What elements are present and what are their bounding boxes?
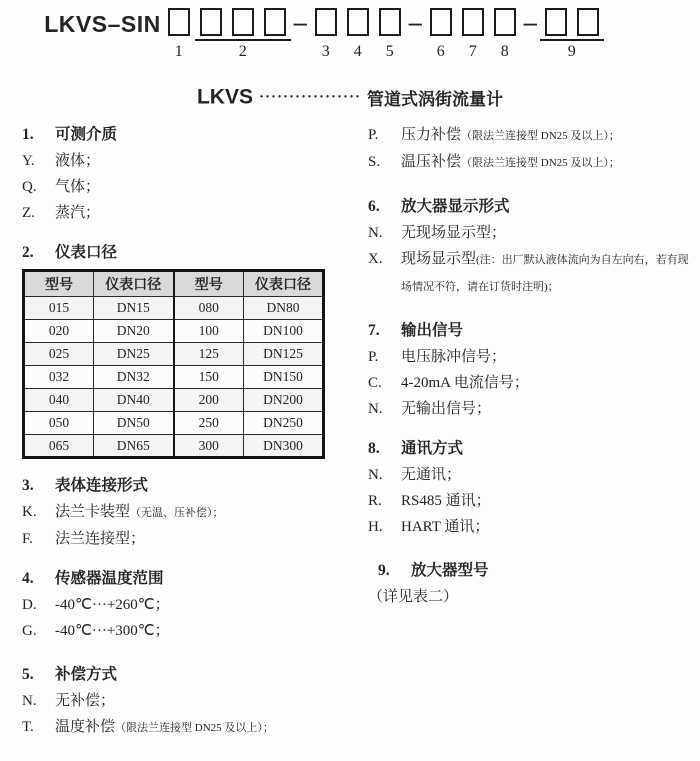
option-item	[22, 499, 348, 526]
option-item	[368, 122, 698, 149]
box-group-numbers	[425, 43, 521, 61]
section	[22, 240, 348, 459]
option-note: （无温、压补偿）；	[130, 507, 224, 519]
option-text	[401, 220, 698, 246]
table-row	[24, 389, 324, 412]
dash-separator: –	[293, 8, 307, 37]
option-code: D.	[22, 597, 37, 613]
product-title-name: 管道式涡街流量计	[367, 90, 504, 109]
box-group-numbers	[163, 43, 195, 61]
section-title: 放大器显示形式	[401, 198, 510, 215]
table-row	[24, 366, 324, 389]
option-label: 法兰卡装型	[55, 504, 131, 520]
box-group	[163, 8, 195, 61]
option-text	[55, 688, 348, 714]
box-group-number: 2	[238, 43, 247, 60]
option-note: (注：出厂默认液体流向为自左向右，若有现场情况不符，请在订货时注明)；	[401, 254, 689, 293]
table-header-cell: 仪表口径	[94, 271, 174, 297]
product-title	[0, 85, 700, 110]
option-text	[401, 122, 698, 149]
option-label: 温压补偿	[401, 154, 462, 170]
option-label: 无补偿；	[55, 693, 116, 709]
section-number: 2.	[22, 244, 34, 261]
option-code: G.	[22, 623, 37, 639]
table-row	[24, 412, 324, 435]
section-title: 通讯方式	[401, 440, 464, 457]
option-label: 无现场显示型；	[401, 225, 507, 241]
option-text	[55, 526, 348, 552]
section	[22, 566, 348, 644]
section-number: 6.	[368, 198, 380, 215]
table-cell: DN80	[244, 297, 324, 320]
code-box	[545, 8, 567, 36]
option-text	[401, 370, 698, 396]
option-code: X.	[368, 251, 383, 267]
section-heading	[22, 473, 348, 499]
option-text	[55, 148, 348, 174]
model-prefix: LKVS–SIN	[44, 11, 161, 37]
table-cell: 065	[24, 435, 94, 458]
code-box	[347, 8, 369, 36]
box-row	[425, 8, 521, 36]
option-text	[55, 200, 348, 226]
option-code: F.	[22, 531, 33, 547]
section-title: 传感器温度范围	[55, 570, 164, 587]
code-box	[577, 8, 599, 36]
section-title: 输出信号	[401, 322, 464, 339]
option-text	[55, 499, 348, 526]
table-cell: DN40	[94, 389, 174, 412]
box-group	[540, 8, 604, 61]
option-code: C.	[368, 375, 382, 391]
content-columns	[0, 110, 700, 741]
box-group-number: 9	[567, 43, 576, 60]
table-cell: 015	[24, 297, 94, 320]
option-label: 蒸汽；	[55, 205, 101, 221]
table-header-cell: 型号	[174, 271, 244, 297]
option-text	[55, 618, 348, 644]
table-cell: 125	[174, 343, 244, 366]
section-heading	[22, 566, 348, 592]
option-text	[401, 344, 698, 370]
section-number: 8.	[368, 440, 380, 457]
section-number: 9.	[378, 562, 390, 579]
dash-separator: –	[408, 8, 422, 37]
section	[22, 473, 348, 552]
option-note: （限法兰连接型 DN25 及以上）；	[461, 157, 620, 169]
box-group	[195, 8, 291, 61]
table-cell: DN25	[94, 343, 174, 366]
option-text	[401, 462, 698, 488]
option-label: RS485 通讯；	[401, 493, 491, 509]
option-code: N.	[368, 467, 383, 483]
option-text	[401, 396, 698, 422]
section-heading	[368, 318, 698, 344]
option-label: 电压脉冲信号；	[401, 349, 507, 365]
table-cell: DN125	[244, 343, 324, 366]
option-code: R.	[368, 493, 382, 509]
box-row	[163, 8, 195, 36]
option-text	[401, 514, 698, 540]
option-code: N.	[22, 693, 37, 709]
box-group	[310, 8, 406, 61]
option-label: 温度补偿	[55, 719, 116, 735]
option-item	[22, 592, 348, 618]
section	[368, 122, 698, 176]
table-cell: DN20	[94, 320, 174, 343]
section-number: 3.	[22, 477, 34, 494]
section-title: 可测介质	[55, 126, 118, 143]
table-header-cell: 仪表口径	[244, 271, 324, 297]
column-left	[22, 122, 348, 741]
section-heading	[368, 194, 698, 220]
box-row	[195, 8, 291, 41]
option-note: （限法兰连接型 DN25 及以上）；	[461, 130, 620, 142]
option-code: T.	[22, 719, 34, 735]
option-item	[368, 370, 698, 396]
option-text	[55, 174, 348, 200]
section-heading	[22, 662, 348, 688]
table-cell: DN200	[244, 389, 324, 412]
section	[22, 662, 348, 741]
option-label: -40℃···+300℃；	[55, 623, 170, 639]
section-number: 5.	[22, 666, 34, 683]
option-code: N.	[368, 225, 383, 241]
table-cell: DN150	[244, 366, 324, 389]
dash-separator: –	[523, 8, 537, 37]
spec-table	[22, 269, 325, 459]
table-cell: 050	[24, 412, 94, 435]
box-group-number: 6	[436, 43, 445, 60]
table-header-cell: 型号	[24, 271, 94, 297]
code-box	[232, 8, 254, 36]
table-row	[24, 320, 324, 343]
box-row	[310, 8, 406, 36]
option-item	[368, 246, 698, 300]
option-item	[22, 174, 348, 200]
section	[368, 194, 698, 300]
code-box	[315, 8, 337, 36]
box-group-number: 4	[353, 43, 362, 60]
product-title-code: LKVS	[196, 85, 253, 109]
option-item	[22, 688, 348, 714]
box-group-numbers	[540, 43, 604, 61]
section-title: 表体连接形式	[55, 477, 149, 494]
column-right	[368, 122, 698, 741]
option-label: HART 通讯；	[401, 519, 490, 535]
option-note-line: （详见表二）	[368, 589, 459, 605]
model-code-row	[0, 8, 674, 61]
title-dots: ·················	[258, 89, 362, 105]
code-box	[200, 8, 222, 36]
code-box	[494, 8, 516, 36]
table-row	[24, 343, 324, 366]
section	[22, 122, 348, 226]
box-group-number: 8	[500, 43, 509, 60]
option-note: （限法兰连接型 DN25 及以上）；	[115, 722, 274, 734]
option-text	[401, 149, 698, 176]
option-label: 压力补偿	[401, 127, 462, 143]
option-item	[368, 514, 698, 540]
box-group-numbers	[310, 43, 406, 61]
section-number: 7.	[368, 322, 380, 339]
table-row	[24, 435, 324, 458]
option-code: Q.	[22, 179, 37, 195]
code-box	[430, 8, 452, 36]
option-label: -40℃···+260℃；	[55, 597, 170, 613]
box-group-number: 1	[174, 43, 183, 60]
table-cell: DN250	[244, 412, 324, 435]
table-cell: 032	[24, 366, 94, 389]
option-text	[55, 592, 348, 618]
box-group	[425, 8, 521, 61]
table-cell: 250	[174, 412, 244, 435]
table-cell: DN300	[244, 435, 324, 458]
option-label: 无输出信号；	[401, 401, 492, 417]
section-heading	[22, 240, 348, 266]
table-cell: 025	[24, 343, 94, 366]
option-item	[22, 618, 348, 644]
box-group-number: 3	[321, 43, 330, 60]
option-code: P.	[368, 349, 379, 365]
section-heading	[368, 558, 698, 584]
option-label: 液体；	[55, 153, 101, 169]
option-label: 4-20mA 电流信号；	[401, 375, 529, 391]
option-item	[368, 149, 698, 176]
option-item	[368, 344, 698, 370]
section	[368, 318, 698, 422]
section-heading	[22, 122, 348, 148]
option-item	[22, 526, 348, 552]
option-item	[22, 148, 348, 174]
code-box	[379, 8, 401, 36]
option-code: K.	[22, 504, 37, 520]
section-heading	[368, 436, 698, 462]
option-item	[368, 488, 698, 514]
option-label: 法兰连接型；	[55, 531, 146, 547]
table-cell: 150	[174, 366, 244, 389]
section-number: 4.	[22, 570, 34, 587]
option-code: N.	[368, 401, 383, 417]
table-cell: DN32	[94, 366, 174, 389]
table-cell: 040	[24, 389, 94, 412]
box-group-number: 5	[385, 43, 394, 60]
option-label: 气体；	[55, 179, 101, 195]
code-box	[462, 8, 484, 36]
table-cell: DN15	[94, 297, 174, 320]
option-code: S.	[368, 154, 381, 170]
box-group-numbers	[195, 43, 291, 61]
option-item	[22, 200, 348, 226]
option-code: P.	[368, 127, 379, 143]
table-row	[24, 297, 324, 320]
code-box	[264, 8, 286, 36]
option-item	[368, 220, 698, 246]
table-cell: 080	[174, 297, 244, 320]
table-cell: DN100	[244, 320, 324, 343]
section-number: 1.	[22, 126, 34, 143]
option-text	[401, 488, 698, 514]
section	[368, 558, 698, 610]
option-label: 现场显示型	[401, 251, 477, 267]
table-cell: 100	[174, 320, 244, 343]
option-label: 无通讯；	[401, 467, 462, 483]
option-code: H.	[368, 519, 383, 535]
box-row	[540, 8, 604, 41]
option-code: Z.	[22, 205, 35, 221]
option-text	[401, 246, 698, 300]
table-header-row	[24, 271, 324, 297]
option-item	[368, 462, 698, 488]
section-title: 放大器型号	[411, 562, 489, 579]
table-cell: 020	[24, 320, 94, 343]
table-cell: DN65	[94, 435, 174, 458]
box-group-number: 7	[468, 43, 477, 60]
table-cell: DN50	[94, 412, 174, 435]
model-code-segments	[163, 8, 604, 61]
section-title: 仪表口径	[55, 244, 118, 261]
table-cell: 200	[174, 389, 244, 412]
option-item	[368, 396, 698, 422]
option-code: Y.	[22, 153, 35, 169]
table-cell: 300	[174, 435, 244, 458]
section-title: 补偿方式	[55, 666, 118, 683]
section	[368, 436, 698, 540]
code-box	[168, 8, 190, 36]
option-item	[22, 714, 348, 741]
option-text	[55, 714, 348, 741]
